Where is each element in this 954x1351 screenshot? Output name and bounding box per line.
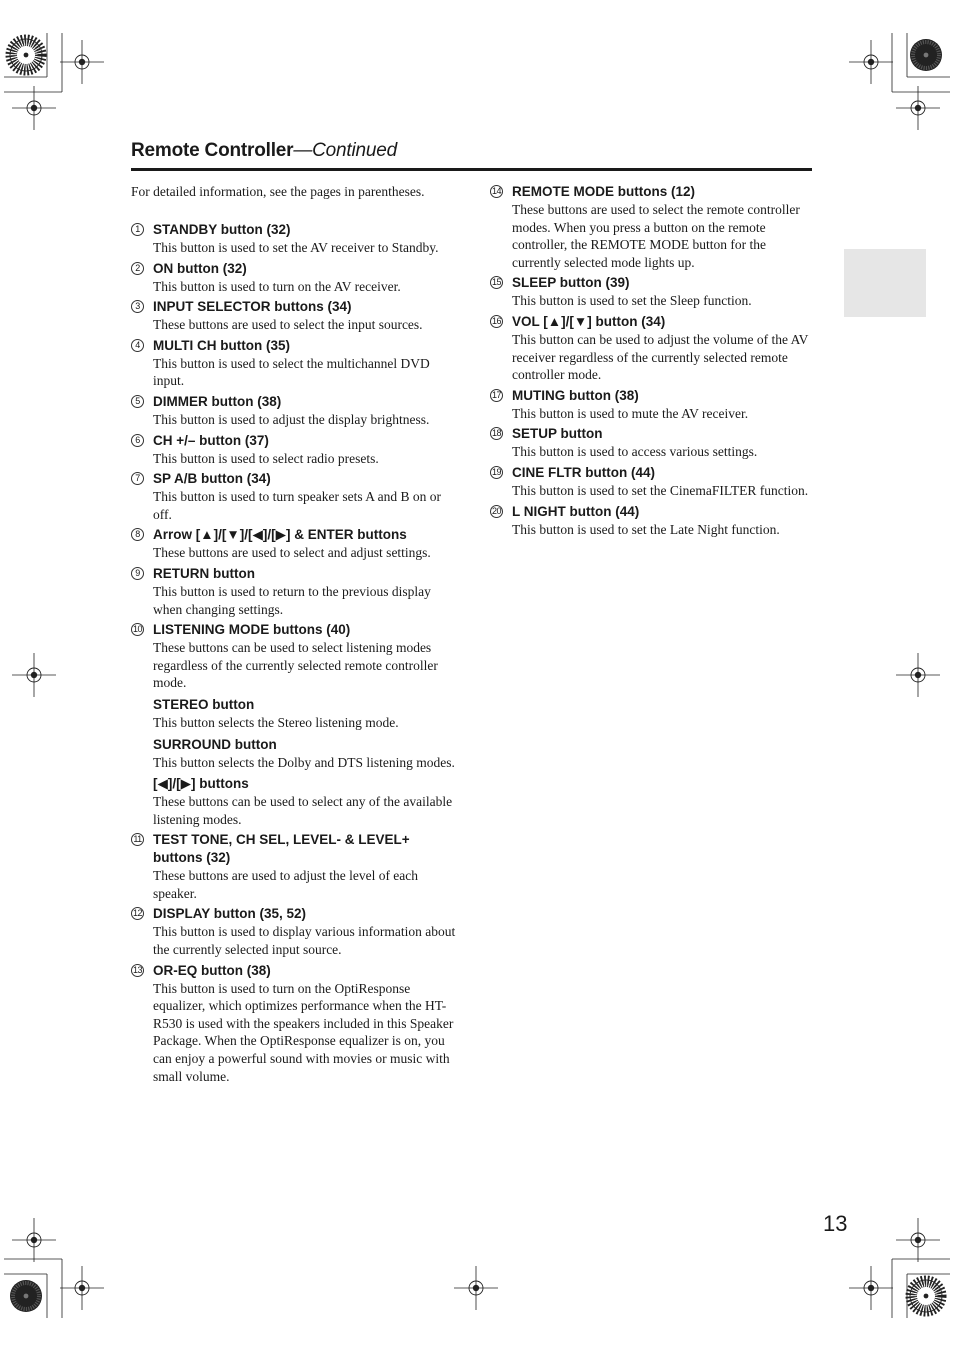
subitem-title: STEREO button (153, 696, 255, 712)
item-title: DISPLAY button (35, 52) (153, 906, 307, 922)
item-title: RETURN button (153, 565, 255, 581)
item-description: This button is used to turn speaker sets A and B on or off. (153, 489, 441, 522)
item-arrow-enter (131, 526, 456, 562)
item-title: SETUP button (512, 426, 603, 442)
item-title: REMOTE MODE buttons (12) (512, 184, 695, 199)
item-number-badge: 8 (131, 528, 144, 541)
item-title: CH +/– button (37) (153, 432, 269, 448)
item-listening-mode (131, 621, 456, 828)
item-description: This button is used to turn on the OptiResponse equalizer, which optimizes performance when the HT-R530 is used with the speakers included in this Speaker Package. When the OptiResponse equalizer is on, you can enjoy a powerful sound with movies or music with small volume. (153, 980, 454, 1084)
item-title: MUTING button (38) (512, 387, 639, 403)
item-number-badge: 20 (491, 505, 501, 516)
item-title: INPUT SELECTOR buttons (34) (153, 299, 352, 315)
item-number-badge: 14 (491, 186, 501, 196)
item-description: This button is used to mute the AV receiver. (512, 405, 749, 421)
item-description: These buttons are used to select the remote controller modes. When you press a button on the remote controller, the REMOTE MODE button for the currently selected mode lights up. (512, 202, 800, 270)
item-display (131, 905, 456, 958)
item-number-badge: 3 (131, 300, 144, 313)
item-description: These buttons can be used to select listening modes regardless of the currently selected remote controller mode. (153, 640, 438, 691)
item-number-badge: 17 (491, 389, 501, 400)
item-title-continued: buttons (32) (153, 850, 231, 866)
item-dimmer (131, 393, 456, 429)
item-l-night (490, 503, 815, 539)
item-on (131, 260, 456, 296)
item-title: LISTENING MODE buttons (40) (153, 622, 351, 638)
title-continued: —Continued (293, 140, 397, 161)
item-title: VOL [▲]/[▼] button (34) (512, 313, 666, 329)
item-number-badge: 19 (491, 466, 501, 477)
item-remote-mode (490, 183, 815, 271)
subitem-surround (131, 736, 456, 772)
item-number-badge: 12 (132, 908, 142, 919)
intro-text: For detailed information, see the pages in parentheses. (131, 184, 425, 199)
subitem-description: These buttons can be used to select any of the available listening modes. (153, 794, 453, 827)
item-title: STANDBY button (32) (153, 222, 291, 237)
item-input-selector (131, 298, 456, 334)
item-number-badge: 15 (491, 277, 501, 288)
item-title: L NIGHT button (44) (512, 503, 640, 519)
item-ch (131, 432, 456, 468)
item-number-badge: 9 (131, 567, 144, 580)
item-vol (490, 313, 815, 384)
item-number-badge: 7 (131, 472, 144, 485)
item-number-badge: 10 (132, 624, 142, 635)
item-description: This button is used to select radio presets. (153, 450, 379, 466)
item-title: SP A/B button (34) (153, 471, 271, 487)
item-description: This button is used to set the Late Night function. (512, 521, 780, 537)
subitem-title: [◀]/[▶] buttons (153, 776, 249, 792)
item-number-badge: 11 (131, 833, 144, 846)
item-number-badge: 5 (131, 395, 144, 408)
item-description: These buttons are used to adjust the level of each speaker. (153, 868, 419, 901)
item-title: Arrow [▲]/[▼]/[◀]/[▶] & ENTER buttons (153, 527, 407, 543)
item-setup (490, 425, 815, 461)
item-muting (490, 387, 815, 423)
item-title: TEST TONE, CH SEL, LEVEL- & LEVEL+ (153, 832, 410, 848)
page-number: 13 (823, 1211, 848, 1236)
page-header (131, 138, 812, 171)
item-description: This button is used to set the AV receiver to Standby. (153, 240, 439, 255)
subitem-description: This button selects the Dolby and DTS listening modes. (153, 754, 455, 770)
item-description: This button is used to select the multichannel DVD input. (153, 355, 430, 389)
section-tab (844, 249, 926, 317)
item-description: These buttons are used to select and adjust settings. (153, 545, 431, 561)
item-description: This button is used to set the CinemaFILTER function. (512, 482, 809, 498)
item-description: These buttons are used to select the input sources. (153, 317, 423, 333)
left-column (131, 183, 456, 1088)
subitem-left-right (131, 775, 456, 828)
page-title (131, 140, 397, 162)
item-title: DIMMER button (38) (153, 393, 282, 409)
item-title: ON button (32) (153, 260, 247, 276)
item-multi-ch (131, 337, 456, 390)
item-cine-fltr (490, 464, 815, 500)
subitem-title: SURROUND button (153, 736, 277, 752)
item-standby (131, 221, 456, 257)
item-number-badge: 2 (131, 262, 144, 275)
item-description: This button is used to turn on the AV receiver. (153, 278, 401, 294)
item-title: SLEEP button (39) (512, 275, 630, 291)
item-description: This button is used to access various settings. (512, 444, 758, 460)
item-title: MULTI CH button (35) (153, 337, 290, 353)
item-description: This button is used to display various information about the currently selected input source. (153, 924, 456, 958)
item-description: This button is used to adjust the display brightness. (153, 411, 430, 427)
item-test-tone (131, 831, 456, 902)
item-number-badge: 6 (131, 434, 144, 447)
subitem-description: This button selects the Stereo listening mode. (153, 714, 399, 730)
item-sleep (490, 274, 815, 310)
item-number-badge: 4 (131, 339, 144, 352)
item-number-badge: 16 (491, 315, 501, 326)
item-title: CINE FLTR button (44) (512, 464, 655, 480)
item-or-eq (131, 962, 456, 1086)
item-description: This button is used to return to the previous display when changing settings. (153, 583, 431, 617)
title-main: Remote Controller (131, 140, 294, 161)
subitem-stereo (131, 696, 456, 732)
item-return (131, 565, 456, 618)
item-number-badge: 1 (131, 223, 144, 236)
item-number-badge: 13 (132, 964, 142, 975)
item-title: OR-EQ button (38) (153, 962, 271, 978)
right-column (490, 183, 815, 541)
item-sp-ab (131, 470, 456, 523)
item-number-badge: 18 (491, 428, 501, 439)
item-description: This button can be used to adjust the volume of the AV receiver regardless of the currently selected remote controller mode. (512, 331, 809, 383)
item-description: This button is used to set the Sleep function. (512, 293, 752, 309)
